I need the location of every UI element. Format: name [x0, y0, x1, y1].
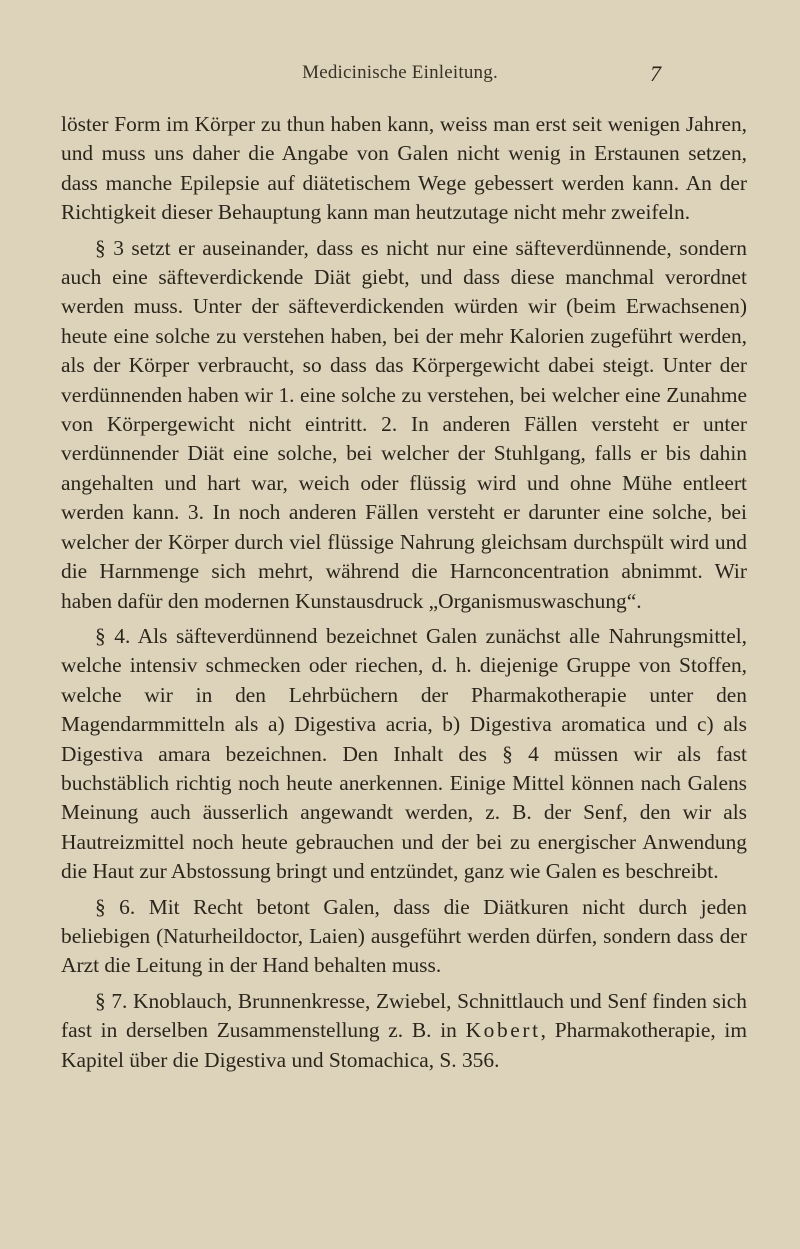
- page-number: 7: [650, 61, 661, 86]
- paragraph-section-7-citation: , Pharmakotherapie, im Kapitel über die Digestiva und Stomachica, S. 356.: [61, 1018, 747, 1072]
- running-title: Medicinische Einleitung.: [302, 62, 498, 83]
- paragraph-section-7: [61, 987, 747, 1075]
- paragraph-section-4: § 4. Als säfteverdünnend bezeichnet Galen zunächst alle Nahrungsmittel, welche intensiv schmecken oder riechen, d. h. diejenige Gruppe von Stoffen, welche wir in den Lehrbüchern der Pharmakotherapie unter den Magendarmmitteln als a) Digestiva acria, b) Digestiva aromatica und c) als Digestiva amara bezeichnen. Den Inhalt des § 4 müssen wir als fast buchstäblich richtig noch heute anerkennen. Einige Mittel können nach Galens Meinung auch äusserlich angewandt werden, z. B. der Senf, den wir als Hautreizmittel noch heute gebrauchen und der bei zu energischer Anwendung die Haut zur Abstossung bringt und entzündet, ganz wie Galen es beschreibt.: [61, 623, 747, 884]
- paragraph-section-3: § 3 setzt er auseinander, dass es nicht nur eine säfteverdünnende, sondern auch eine säfteverdickende Diät giebt, und dass diese manchmal verordnet werden muss. Unter der säfteverdickenden würden wir (beim Erwachsenen) heute eine solche zu verstehen haben, bei der mehr Kalorien zugeführt werden, als der Körper verbraucht, so dass das Körpergewicht dabei steigt. Unter der verdünnenden haben wir 1. eine solche zu verstehen, bei welcher eine Zunahme von Körpergewicht nicht eintritt. 2. In anderen Fällen versteht er unter verdünnender Diät eine solche, bei welcher der Stuhlgang, falls er bis dahin angehalten und hart war, weich oder flüssig wird und ohne Mühe entleert werden kann. 3. In noch anderen Fällen versteht er darunter eine solche, bei welcher der Körper durch viel flüssige Nahrung gleichsam durchspült wird und die Harnmenge sich mehrt, während die Harnconcentration abnimmt. Wir haben dafür den modernen Kunstausdruck „Organismuswaschung“.: [61, 235, 747, 613]
- paragraph-continuation: löster Form im Körper zu thun haben kann, weiss man erst seit wenigen Jahren, und muss uns daher die Angabe von Galen nicht wenig in Erstaunen setzen, dass manche Epilepsie auf diätetischem Wege gebessert werden kann. An der Richtigkeit dieser Behauptung kann man heutzutage nicht mehr zweifeln.: [61, 112, 747, 225]
- body-text: [61, 110, 747, 1081]
- paragraph-section-7-text: § 7. Knoblauch, Brunnenkresse, Zwiebel, Schnittlauch und Senf finden sich fast in derselben Zusammenstellung z. B. in: [61, 988, 747, 1043]
- author-name: Kobert: [465, 1018, 541, 1043]
- running-head: [0, 62, 800, 92]
- paragraph-section-6: § 6. Mit Recht betont Galen, dass die Diätkuren nicht durch jeden beliebigen (Naturheildoctor, Laien) ausgeführt werden dürfen, sondern dass der Arzt die Leitung in der Hand behalten muss.: [61, 894, 747, 978]
